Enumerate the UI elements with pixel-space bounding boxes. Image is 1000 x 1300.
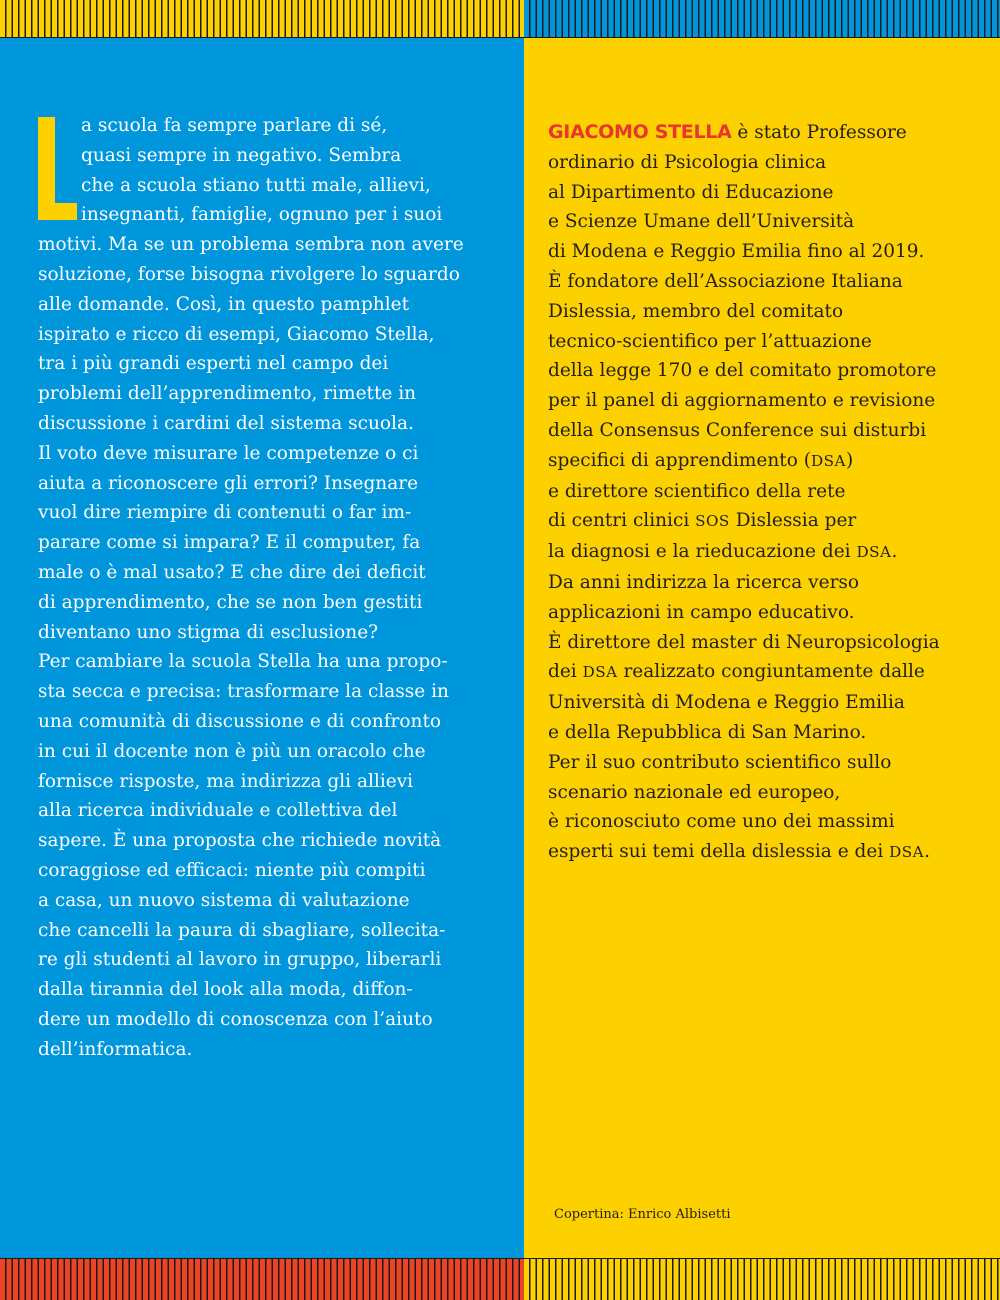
bio-line: scenario nazionale ed europeo, [548, 781, 841, 803]
blurb-line: in cui il docente non è più un oracolo che [38, 740, 426, 762]
blurb-line: ispirato e ricco di esempi, Giacomo Stella, [38, 323, 435, 345]
author-name: GIACOMO STELLA [548, 121, 732, 143]
bottom-stripe-right [524, 1259, 1000, 1300]
blurb-line: fornisce risposte, ma indirizza gli allievi [38, 770, 414, 792]
bio-line: tecnico-scientifico per l’attuazione [548, 330, 872, 352]
bio-line: È fondatore dell’Associazione Italiana [548, 270, 903, 292]
blurb-line: sapere. È una proposta che richiede novità [38, 830, 442, 852]
blurb-line: alle domande. Così, in questo pamphlet [38, 293, 410, 315]
bio-first-line [548, 118, 978, 148]
blurb-line: discussione i cardini del sistema scuola. [38, 412, 414, 434]
bio-line: è riconosciuto come uno dei massimi [548, 811, 895, 833]
blurb-line: insegnanti, famiglie, ognuno per i suoi [81, 204, 443, 226]
blurb-line: problemi dell’apprendimento, rimette in [38, 383, 417, 405]
blurb-line: dell’informatica. [38, 1038, 193, 1060]
bio-line: al Dipartimento di Educazione [548, 181, 834, 203]
bio-first-line-text: è stato Professore [731, 122, 907, 143]
bio-line: e direttore scientifico della rete [548, 480, 846, 502]
blurb-line: diventano uno stigma di esclusione? [38, 621, 379, 643]
author-bio [548, 118, 978, 868]
bio-line: e Scienze Umane dell’Università [548, 211, 855, 233]
bio-line: applicazioni in campo educativo. [548, 601, 855, 623]
blurb-line: quasi sempre in negativo. Sembra [81, 144, 402, 166]
bio-line: dei DSA realizzato congiuntamente dalle [548, 661, 925, 683]
bio-line: di centri clinici SOS Dislessia per [548, 510, 857, 532]
bio-line: Università di Modena e Reggio Emilia [548, 692, 905, 714]
cover-credit: Copertina: Enrico Albisetti [554, 1207, 731, 1222]
book-blurb [38, 111, 478, 1065]
bottom-stripe-left [0, 1259, 524, 1300]
bio-line: Da anni indirizza la ricerca verso [548, 571, 860, 593]
bio-line: specifici di apprendimento (DSA) [548, 449, 854, 471]
blurb-line: Per cambiare la scuola Stella ha una propo- [38, 651, 448, 673]
bio-line: per il panel di aggiornamento e revisione [548, 390, 936, 412]
bio-line: della legge 170 e del comitato promotore [548, 360, 937, 382]
blurb-line: che a scuola stiano tutti male, allievi, [81, 174, 431, 196]
bio-line: Dislessia, membro del comitato [548, 300, 844, 322]
blurb-line: tra i più grandi esperti nel campo dei [38, 353, 389, 375]
bio-line: e della Repubblica di San Marino. [548, 721, 867, 743]
blurb-line: aiuta a riconoscere gli errori? Insegnare [38, 472, 419, 494]
top-stripe-left [0, 0, 524, 38]
blurb-line: re gli studenti al lavoro in gruppo, liberarli [38, 949, 442, 971]
blurb-line: parare come si impara? E il computer, fa [38, 532, 421, 554]
blurb-line: che cancelli la paura di sbagliare, sollecita- [38, 919, 446, 941]
bio-line: ordinario di Psicologia clinica [548, 151, 827, 173]
blurb-line: sta secca e precisa: trasformare la classe in [38, 681, 449, 703]
bio-line: di Modena e Reggio Emilia fino al 2019. [548, 241, 925, 263]
top-stripe-right [524, 0, 1000, 38]
bio-line: della Consensus Conference sui disturbi [548, 419, 927, 441]
blurb-line: dere un modello di conoscenza con l’aiuto [38, 1008, 433, 1030]
blurb-line: male o è mal usato? E che dire dei deficit [38, 561, 426, 583]
blurb-line: di apprendimento, che se non ben gestiti [38, 591, 423, 613]
blurb-line: a casa, un nuovo sistema di valutazione [38, 889, 410, 911]
bio-line: la diagnosi e la rieducazione dei DSA. [548, 541, 898, 563]
bio-line: È direttore del master di Neuropsicologia [548, 631, 940, 653]
bio-line: Per il suo contributo scientifico sullo [548, 751, 892, 773]
blurb-line: soluzione, forse bisogna rivolgere lo sguardo [38, 263, 460, 285]
blurb-line: Il voto deve misurare le competenze o ci [38, 442, 419, 464]
blurb-line: motivi. Ma se un problema sembra non avere [38, 234, 464, 256]
blurb-line: coraggiose ed efficaci: niente più compiti [38, 859, 426, 881]
bio-line: esperti sui temi della dislessia e dei DSA. [548, 841, 930, 863]
blurb-line: dalla tirannia del look alla moda, diffon- [38, 979, 413, 1001]
blurb-line: una comunità di discussione e di confronto [38, 710, 442, 732]
blurb-line: vuol dire riempire di contenuti o far im- [38, 502, 412, 524]
blurb-line: a scuola fa sempre parlare di sé, [81, 115, 388, 136]
blurb-line: alla ricerca individuale e collettiva del [38, 800, 398, 822]
